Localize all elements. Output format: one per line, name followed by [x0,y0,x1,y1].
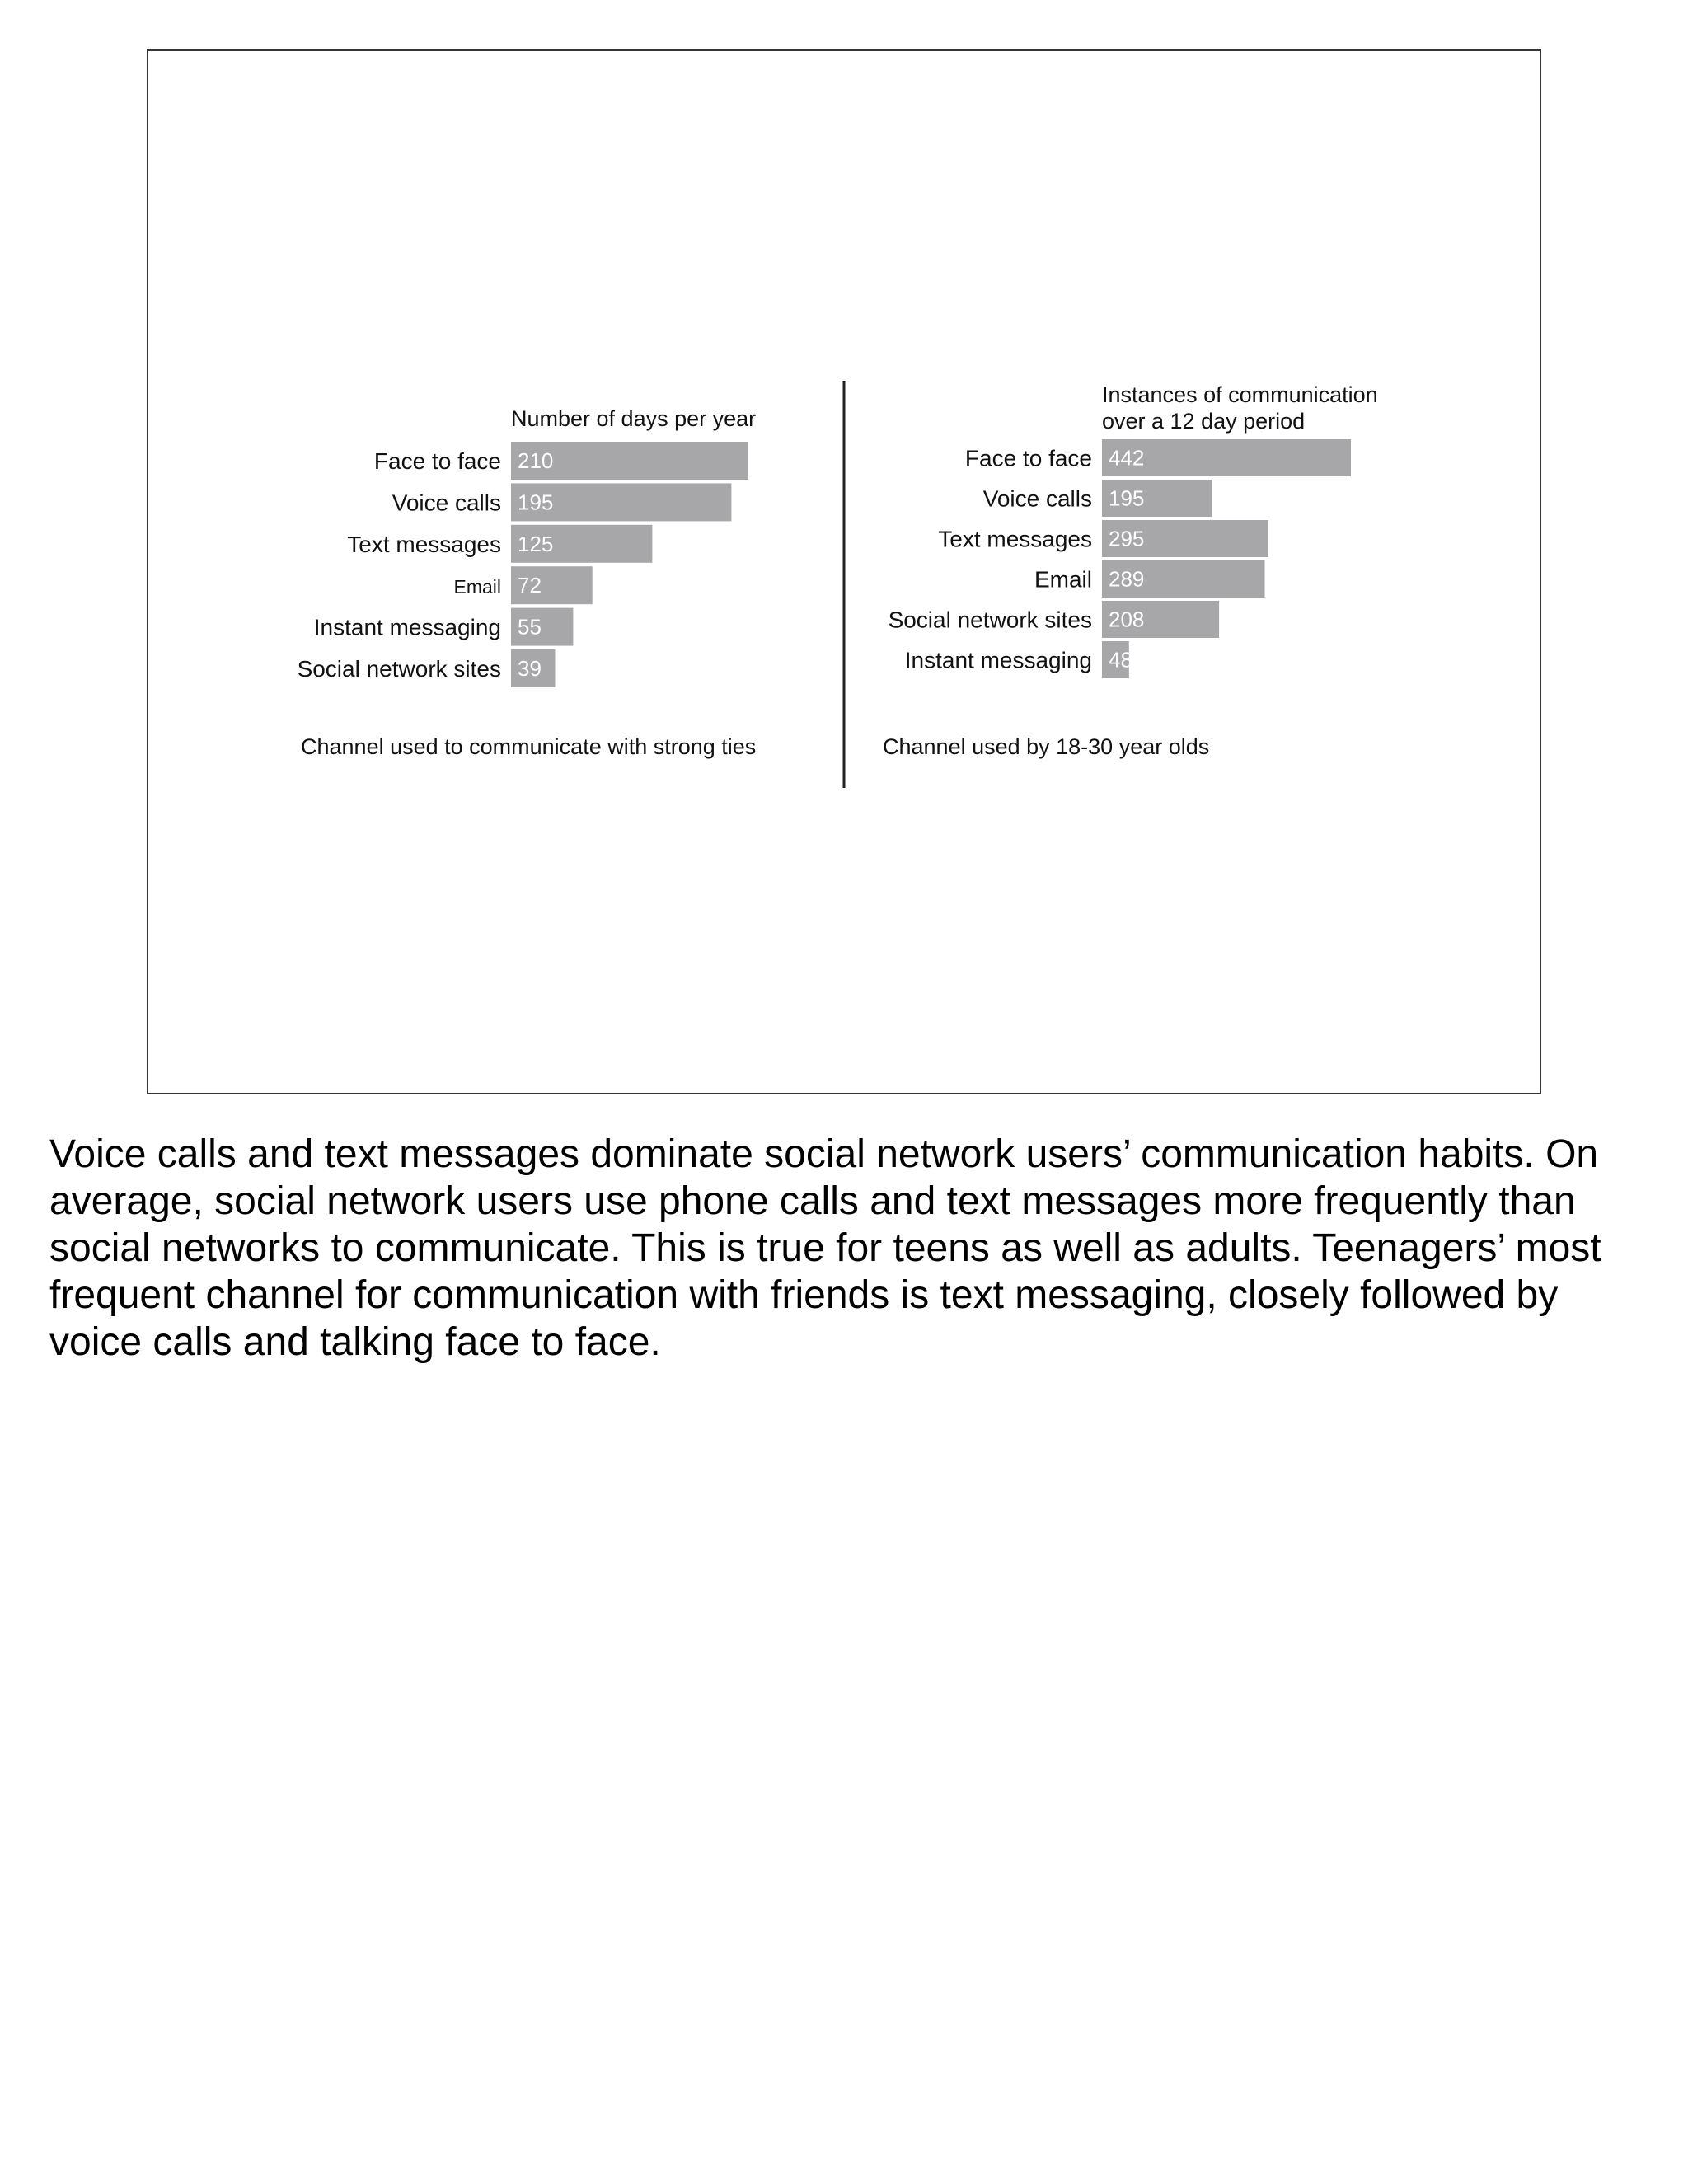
chart-right [883,382,1384,759]
chart-left-value-label: 210 [518,448,554,473]
chart-right-value-label: 289 [1109,566,1145,592]
chart-left-subtitle: Channel used to communicate with strong ties [301,734,757,759]
chart-left-category-label: Social network sites [297,656,501,682]
chart-right-title [1102,382,1384,434]
chart-right-category-label: Instant messaging [904,647,1092,673]
chart-right-title-line-2: over a 12 day period [1102,409,1306,434]
chart-right-title-line-1: Instances of communication [1102,382,1378,407]
chart-right-value-label: 442 [1109,445,1145,471]
chart-left [298,406,757,759]
chart-left-category-label: Email [453,576,501,598]
chart-left-title: Number of days per year [511,406,757,431]
chart-right-value-label: 295 [1109,526,1145,551]
caption-text: Voice calls and text messages dominate social network users’ communication habits. On average, social network users use phone calls and text messages more frequently than social networks to communicate. This is true for teens as well as adults. Teenagers’ most frequent channel for communication with friends is text messaging, closely followed by voice calls and talking face to face. [49,1132,1601,1364]
chart-left-value-label: 55 [518,614,542,640]
chart-right-category-label: Voice calls [982,485,1092,512]
chart-left-category-label: Instant messaging [313,614,501,640]
chart-right-category-label: Text messages [938,526,1092,552]
chart-right-category-label: Face to face [964,445,1092,471]
chart-left-value-label: 39 [518,656,542,681]
chart-left-category-label: Face to face [373,448,501,474]
chart-left-value-label: 72 [518,573,542,598]
chart-right-value-label: 195 [1109,485,1145,511]
chart-left-category-label: Text messages [347,531,501,557]
chart-right-value-label: 208 [1109,607,1145,632]
chart-left-category-label: Voice calls [392,490,501,516]
chart-left-bars [298,442,748,687]
chart-left-value-label: 125 [518,531,554,556]
chart-left-value-label: 195 [518,490,554,515]
chart-right-subtitle: Channel used by 18-30 year olds [883,734,1210,759]
chart-right-category-label: Social network sites [888,607,1092,633]
chart-right-bars [889,439,1351,678]
chart-right-category-label: Email [1034,566,1092,593]
chart-right-value-label: 48 [1109,647,1132,673]
